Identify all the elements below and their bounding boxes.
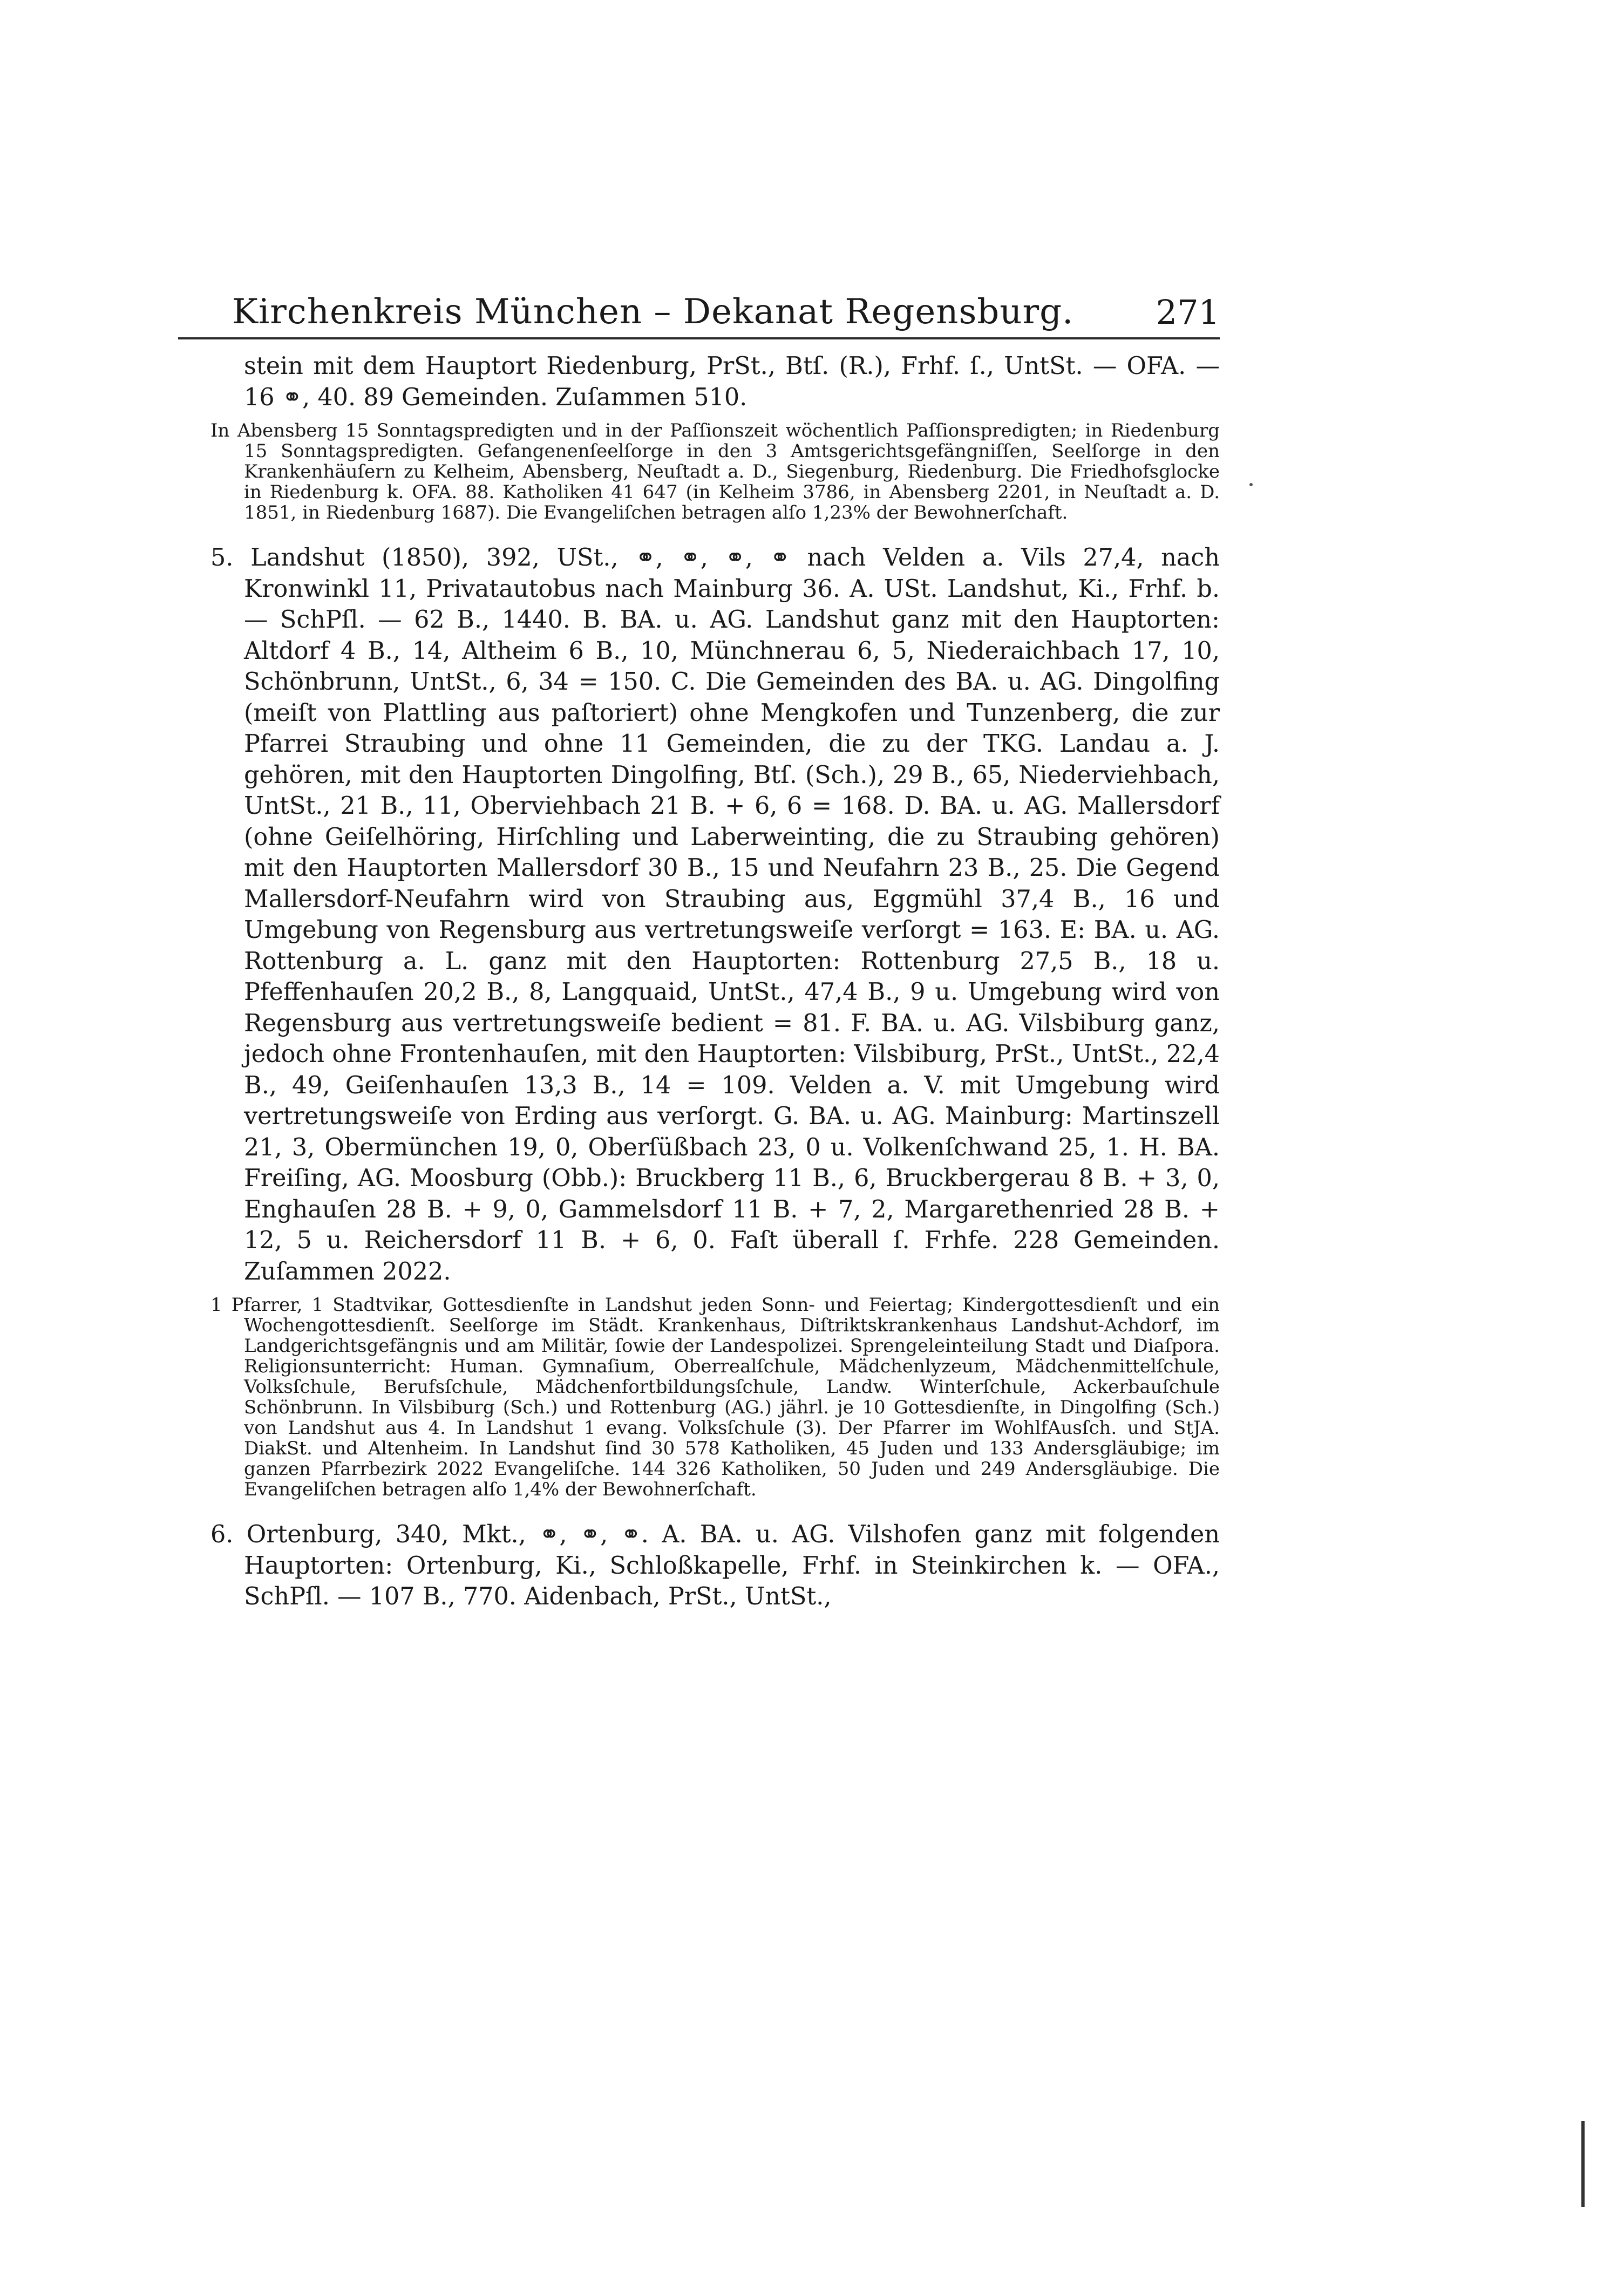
running-title: Kirchenkreis München – Dekanat Regensburg. bbox=[232, 292, 1074, 332]
footnote-riedenburg: In Abensberg 15 Sonntagspredigten und in der Paſſionszeit wöchentlich Paſſionspredigten; in Riedenburg 15 Sonntagspredigten. Gefangenenſeelſorge in den 3 Amtsgerichtsgefängniſſen, Seelſorge in den Krankenhäuſern zu Kelheim, Abensberg, Neuſtadt a. D., Siegenburg, Riedenburg. Die Friedhofsglocke in Riedenburg k. OFA. 88. Katholiken 41 647 (in Kelheim 3786, in Abensberg 2201, in Neuſtadt a. D. 1851, in Riedenburg 1687). Die Evangeliſchen betragen alſo 1,23% der Bewohnerſchaft. bbox=[210, 420, 1220, 523]
spacer bbox=[210, 523, 1220, 542]
spacer bbox=[210, 1500, 1220, 1519]
paragraph-continuation: stein mit dem Hauptort Riedenburg, PrSt., Btſ. (R.), Frhf. ſ., UntSt. — OFA. — 16 ⚭, 40. 89 Gemeinden. Zuſammen 510. bbox=[244, 352, 1220, 411]
page-header bbox=[232, 273, 1220, 332]
entry-5-landshut: 5. Landshut (1850), 392, USt., ⚭, ⚭, ⚭, ⚭ nach Velden a. Vils 27,4, nach Kronwinkl 11, Privatautobus nach Mainburg 36. A. USt. Landshut, Ki., Frhf. b. — SchPſl. — 62 B., 1440. B. BA. u. AG. Landshut ganz mit den Hauptorten: Altdorf 4 B., 14, Altheim 6 B., 10, Münchnerau 6, 5, Niederaichbach 17, 10, Schönbrunn, UntSt., 6, 34 = 150. C. Die Gemeinden des BA. u. AG. Dingolfing (meiſt von Plattling aus paſtoriert) ohne Mengkofen und Tunzenberg, die zur Pfarrei Straubing und ohne 11 Gemeinden, die zu der TKG. Landau a. J. gehören, mit den Hauptorten Dingolfing, Btſ. (Sch.), 29 B., 65, Niederviehbach, UntSt., 21 B., 11, Oberviehbach 21 B. + 6, 6 = 168. D. BA. u. AG. Mallersdorf (ohne Geiſelhöring, Hirſchling und Laberweinting, die zu Straubing gehören) mit den Hauptorten Mallersdorf 30 B., 15 und Neufahrn 23 B., 25. Die Gegend Mallersdorf-Neufahrn wird von Straubing aus, Eggmühl 37,4 B., 16 und Umgebung von Regensburg aus vertretungsweiſe verſorgt = 163. E: BA. u. AG. Rottenburg a. L. ganz mit den Hauptorten: Rottenburg 27,5 B., 18 u. Pfeffenhauſen 20,2 B., 8, Langquaid, UntSt., 47,4 B., 9 u. Umgebung wird von Regensburg aus vertretungsweiſe bedient = 81. F. BA. u. AG. Vilsbiburg ganz, jedoch ohne Frontenhauſen, mit den Hauptorten: Vilsbiburg, PrSt., UntSt., 22,4 B., 49, Geiſenhauſen 13,3 B., 14 = 109. Velden a. V. mit Umgebung wird vertretungsweiſe von Erding aus verſorgt. G. BA. u. AG. Mainburg: Martinszell 21, 3, Obermünchen 19, 0, Oberſüßbach 23, 0 u. Volkenſchwand 25, 1. H. BA. Freiſing, AG. Moosburg (Obb.): Bruckberg 11 B., 6, Bruckbergerau 8 B. + 3, 0, Enghauſen 28 B. + 9, 0, Gammelsdorf 11 B. + 7, 2, Margarethenried 28 B. + 12, 5 u. Reichersdorf 11 B. + 6, 0. Faſt überall ſ. Frhfe. 228 Gemeinden. Zuſammen 2022. bbox=[210, 544, 1220, 1285]
scan-edge-mark bbox=[1581, 2121, 1585, 2207]
header-rule bbox=[178, 337, 1220, 339]
footnote-landshut: 1 Pfarrer, 1 Stadtvikar, Gottesdienſte in Landshut jeden Sonn- und Feiertag; Kindergottesdienſt und ein Wochengottesdienſt. Seelſorge im Städt. Krankenhaus, Diſtriktskrankenhaus Landshut-Achdorf, im Landgerichtsgefängnis und am Militär, ſowie der Landespolizei. Sprengeleinteilung Stadt und Diaſpora. Religionsunterricht: Human. Gymnaſium, Oberrealſchule, Mädchenlyzeum, Mädchenmittelſchule, Volksſchule, Berufsſchule, Mädchenfortbildungsſchule, Landw. Winterſchule, Ackerbauſchule Schönbrunn. In Vilsbiburg (Sch.) und Rottenburg (AG.) jährl. je 10 Gottesdienſte, in Dingolfing (Sch.) von Landshut aus 4. In Landshut 1 evang. Volksſchule (3). Der Pfarrer im WohlfAusſch. und StJA. DiakSt. und Altenheim. In Landshut ſind 30 578 Katholiken, 45 Juden und 133 Andersgläubige; im ganzen Pfarrbezirk 2022 Evangeliſche. 144 326 Katholiken, 50 Juden und 249 Andersgläubige. Die Evangeliſchen betragen alſo 1,4% der Bewohnerſchaft. bbox=[210, 1294, 1220, 1500]
spacer bbox=[210, 413, 1220, 420]
page-number: 271 bbox=[1156, 292, 1220, 332]
text-block bbox=[210, 351, 1220, 1613]
spacer bbox=[210, 1287, 1220, 1295]
scan-speck bbox=[1249, 483, 1253, 486]
entry-6-ortenburg: 6. Ortenburg, 340, Mkt., ⚭, ⚭, ⚭. A. BA. u. AG. Vilshofen ganz mit folgenden Hauptorten: Ortenburg, Ki., Schloßkapelle, Frhf. in Steinkirchen k. — OFA., SchPſl. — 107 B., 770. Aidenbach, PrSt., UntSt., bbox=[210, 1521, 1220, 1610]
